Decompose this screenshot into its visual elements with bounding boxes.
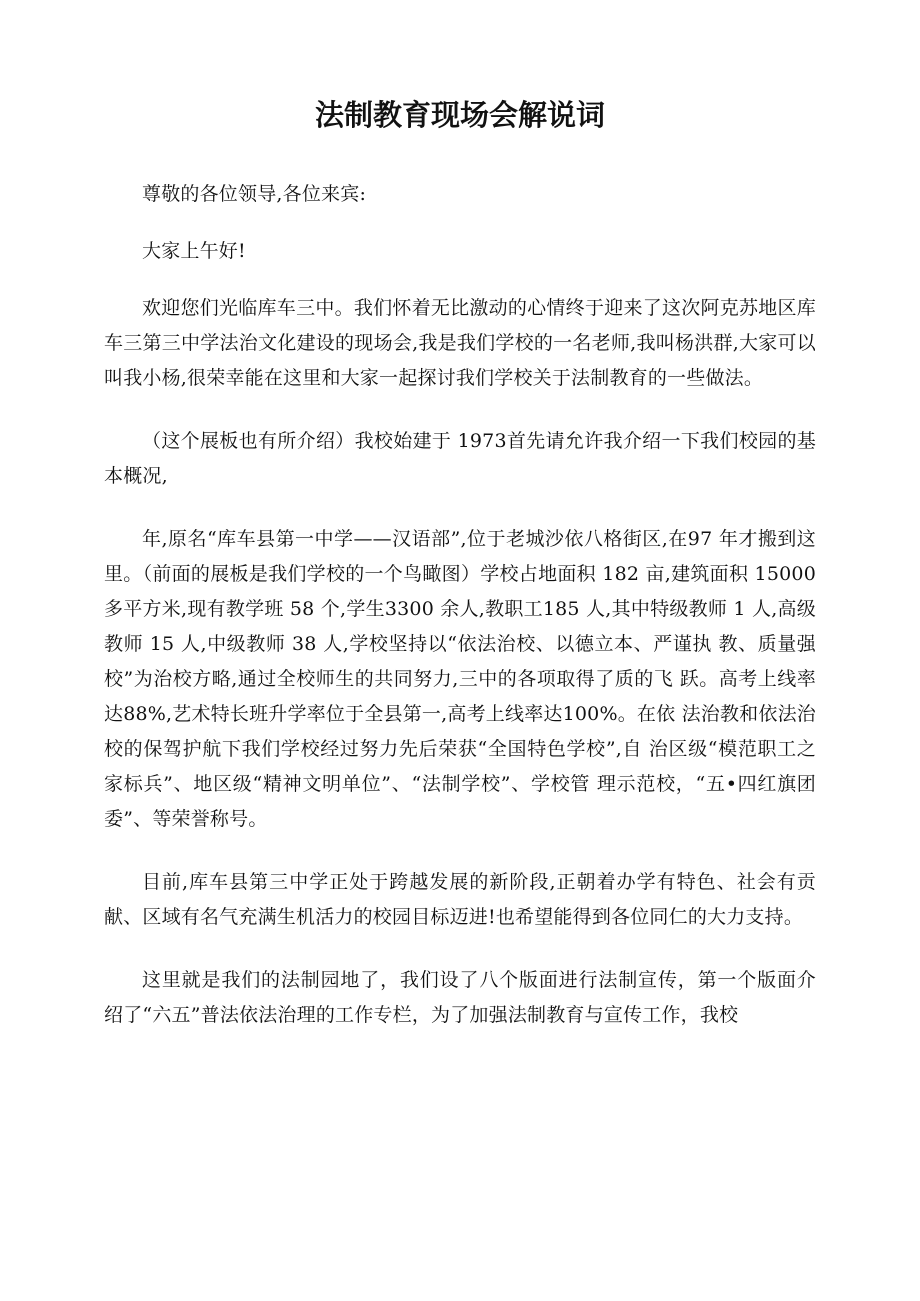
document-body — [104, 177, 816, 1061]
development-paragraph: 目前,库车县第三中学正处于跨越发展的新阶段,正朝着办学有特色、社会有贡献、区域有名气充满生机活力的校园目标迈进!也希望能得到各位同仁的大力支持。 — [104, 871, 816, 928]
intro-paragraph: （这个展板也有所介绍）我校始建于 1973首先请允许我介绍一下我们校园的基 本概况, — [104, 430, 816, 487]
legal-garden-paragraph: 这里就是我们的法制园地了，我们设了八个版面进行法制宣传，第一个版面介 绍了“六五”普法依法治理的工作专栏，为了加强法制教育与宣传工作，我校 — [104, 969, 816, 1026]
salutation-paragraph: 尊敬的各位领导,各位来宾: — [142, 183, 367, 205]
school-overview-paragraph: 年,原名“库车县第一中学——汉语部”,位于老城沙依八格街区,在97 年才搬到这里。（前面的展板是我们学校的一个鸟瞰图）学校占地面积 182 亩,建筑面积 15000 多平方米,现有教学班 58 个,学生3300 余人,教职工185 人,其中特级教师 1 人,高级教师 15 人,中级教师 38 人,学校坚持以“依法治校、以德立本、严谨执 教、质量强校”为治校方略,通过全校师生的共同努力,三中的各项取得了质的飞 跃。高考上线率达88%,艺术特长班升学率位于全县第一,高考上线率达100%。在依 法治教和依法治校的保驾护航下我们学校经过努力先后荣获“全国特色学校”,自 治区级“模范职工之家标兵”、地区级“精神文明单位”、“法制学校”、学校管 理示范校，“五•四红旗团委”、等荣誉称号。 — [104, 528, 816, 830]
document-title: 法制教育现场会解说词 — [314, 98, 605, 132]
welcome-paragraph: 欢迎您们光临库车三中。我们怀着无比激动的心情终于迎来了这次阿克苏地区库车三第三中学法治文化建设的现场会,我是我们学校的一名老师,我叫杨洪群,大家可以叫我小杨,很荣幸能在这里和大家一起探讨我们学校关于法制教育的一些做法。 — [104, 297, 816, 389]
greeting-paragraph: 大家上午好! — [142, 240, 246, 262]
